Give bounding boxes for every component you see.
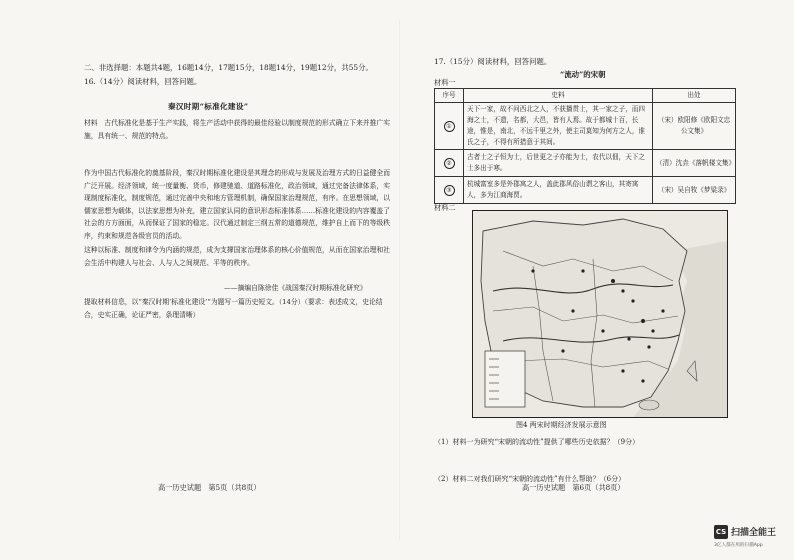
source-table <box>434 88 736 204</box>
question-17-intro: 17.（15分）阅读材料，回答问题。 <box>434 57 552 66</box>
scanner-tagline: 3亿人都在用的扫描App <box>714 543 763 548</box>
material-source: ——摘编自陈徐佳《战国秦汉时期标准化研究》 <box>224 284 367 292</box>
map-caption: 图4 两宋时期经济发展示意图 <box>516 421 607 429</box>
material-1-label: 材料一 <box>434 78 456 87</box>
question-16-intro: 16.（14分）阅读材料，回答问题。 <box>84 77 202 86</box>
row-text: 天下一家，故不问西北之人，不获播贯士，其一家之子，而四海之士，不遗，名都，大邑，皆有人焉。故于都城十百，长途，惟是，南北，不远千里之外，使主司莫知为何方之人，谁氏之子，不得有所措意于其间。 <box>464 103 653 150</box>
page-footer: 高一历史试题 第5页（共8页） <box>158 483 261 492</box>
question-17-title: “流动”的宋朝 <box>560 70 606 79</box>
row-text: 古者士之子恒为士，后世更之子亦能为士，农代以佃，天下之士多出于寒。 <box>464 150 653 177</box>
row-number: ② <box>444 158 455 169</box>
song-economy-map <box>472 210 728 418</box>
material-title: 秦汉时期“标准化建设” <box>168 102 249 111</box>
row-number: ① <box>444 121 455 132</box>
subquestion-1: （1）材料一为研究“宋朝的流动性”提供了哪些历史依据？（9分） <box>434 438 640 446</box>
row-source: （宋）欧阳修《欧阳文忠公文集》 <box>653 103 736 150</box>
page-6 <box>400 0 794 560</box>
scanner-logo-icon: CS <box>714 525 728 539</box>
table-row <box>435 150 736 177</box>
row-text: 杭城富室多是外郡寓之人，盖此郡风俗山谓之客山，其寄寓人，多为江商海贾。 <box>464 177 653 204</box>
table-header: 序号 <box>435 89 464 103</box>
table-header: 史料 <box>464 89 653 103</box>
question-16-task: 提取材料信息，以“秦汉时期‘标准化建设’”为题写一篇历史短文。（14分）（要求：表述成文，史论结合，史实正确，论证严密，条理清晰） <box>84 298 383 319</box>
map-illustration <box>473 211 727 417</box>
section-heading: 二、非选择题：本题共4题，16题14分，17题15分，18题14分，19题12分，共55分。 <box>84 63 373 72</box>
row-source: （宋）吴自牧《梦粱录》 <box>653 177 736 204</box>
material-paragraph-1: 材料 古代标准化是基于生产实践，将生产活动中获得的最佳经验以制度规范的形式确立下来并推广实施，具有统一、规范的特点。 <box>84 119 390 140</box>
row-source: （清）沈垚《落帆楼文集》 <box>653 150 736 177</box>
table-row <box>435 103 736 150</box>
material-paragraph-2: 作为中国古代标准化的奠基阶段，秦汉时期标准化建设是其理念的形成与发展及治理方式的日益健全而广泛开展。经济领域，统一度量衡、货币，修建驰道、道路标准化，政治领域，通过完备法律体系，实现制度标准化，制度规范，通过完善中央和地方管理机制，确保国家治理规范，有序。在思想领域，以儒家思想为载体，以法家思想为补充，建立国家认同的意识形态标准体系……标准化建设的内容覆盖了社会的方方面面，从而保证了国家的稳定。汉代通过制定三纲五常的道德规范，维护自上而下的等级秩序，约束和规范各级官员的活动。 <box>84 169 390 240</box>
material-2-label: 材料二 <box>434 203 456 212</box>
scanner-app-name: 扫描全能王 <box>731 528 777 538</box>
material-paragraph-3: 这种以标准、制度和律令为内涵的规范，成为支撑国家治理体系的核心价值规范，从而在国家治理和社会生活中构建人与社会、人与人之间规范、平等的秩序。 <box>84 246 390 267</box>
subquestion-2: （2）材料二对我们研究“宋朝的流动性”有什么帮助？（6分） <box>434 475 626 483</box>
table-header: 出处 <box>653 89 736 103</box>
page-footer: 高一历史试题 第6页（共8页） <box>522 483 625 492</box>
table-header-row <box>435 89 736 103</box>
table-row <box>435 177 736 204</box>
row-number: ③ <box>444 185 455 196</box>
